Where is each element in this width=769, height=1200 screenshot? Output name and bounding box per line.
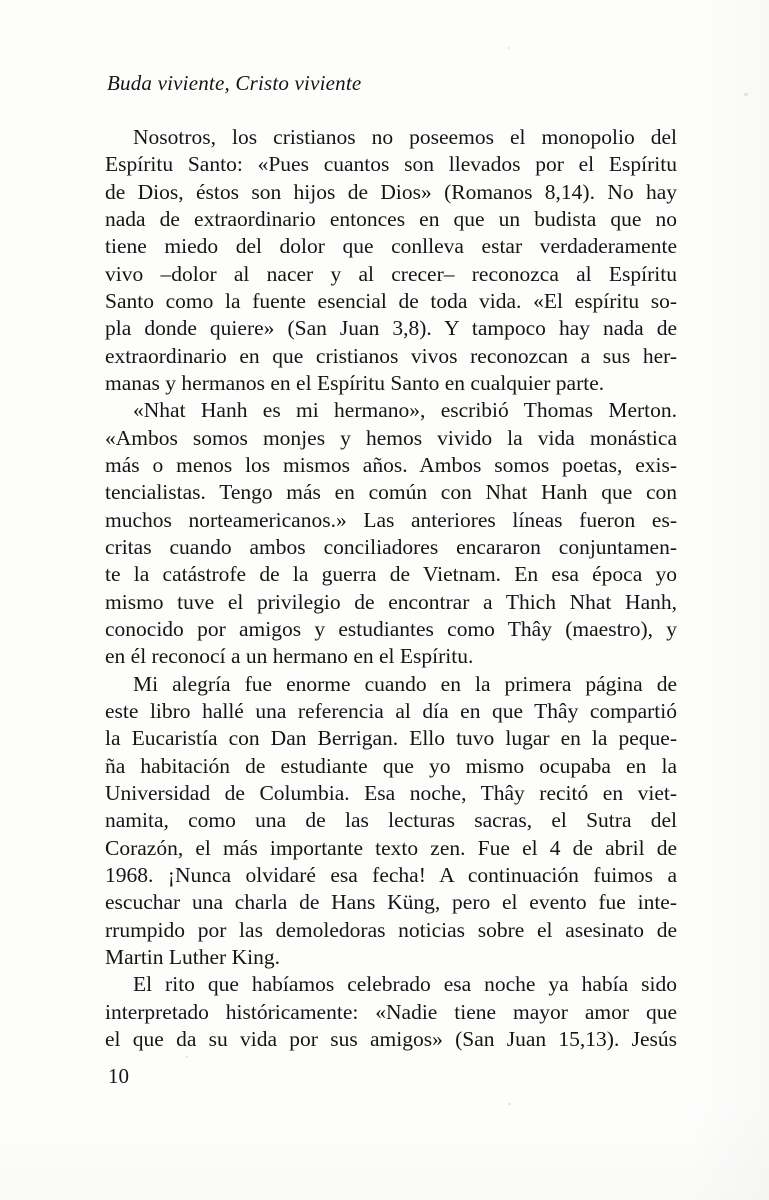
text-line: escuchar una charla de Hans Küng, pero el evento fue inte- bbox=[105, 890, 677, 915]
text-line: extraordinario en que cristianos vivos reconozcan a sus her- bbox=[105, 343, 677, 368]
text-line: interpretado históricamente: «Nadie tiene mayor amor que bbox=[105, 999, 677, 1024]
text-line: «Nhat Hanh es mi hermano», escribió Thomas Merton. bbox=[133, 398, 677, 423]
text-line: Martin Luther King. bbox=[105, 944, 280, 969]
text-line: «Ambos somos monjes y hemos vivido la vida monástica bbox=[105, 425, 677, 450]
text-line: vivo –dolor al nacer y al crecer– reconozca al Espíritu bbox=[105, 261, 677, 286]
text-line: namita, como una de las lecturas sacras, el Sutra del bbox=[105, 808, 677, 833]
text-line: mismo tuve el privilegio de encontrar a Thich Nhat Hanh, bbox=[105, 589, 677, 614]
text-line: nada de extraordinario entonces en que un budista que no bbox=[105, 206, 677, 231]
text-line: tencialistas. Tengo más en común con Nhat Hanh que con bbox=[105, 480, 677, 505]
text-line: Corazón, el más importante texto zen. Fue el 4 de abril de bbox=[105, 835, 677, 860]
paragraph bbox=[105, 124, 677, 397]
text-line: este libro hallé una referencia al día en que Thây compartió bbox=[105, 698, 677, 723]
scan-speck bbox=[744, 93, 748, 96]
paragraph bbox=[105, 671, 677, 972]
text-line: El rito que habíamos celebrado esa noche ya había sido bbox=[133, 972, 677, 997]
page-number: 10 bbox=[108, 1064, 129, 1088]
running-header: Buda viviente, Cristo viviente bbox=[107, 71, 362, 95]
text-line: Mi alegría fue enorme cuando en la primera página de bbox=[133, 671, 677, 696]
body-text bbox=[105, 124, 677, 1053]
text-line: Santo como la fuente esencial de toda vida. «El espíritu so- bbox=[105, 288, 677, 313]
text-line: critas cuando ambos conciliadores encararon conjuntamen- bbox=[105, 534, 677, 559]
text-line: en él reconocí a un hermano en el Espíritu. bbox=[105, 644, 474, 669]
paragraph bbox=[105, 971, 677, 1053]
text-line: tiene miedo del dolor que conlleva estar verdaderamente bbox=[105, 234, 677, 259]
text-line: Espíritu Santo: «Pues cuantos son llevados por el Espíritu bbox=[105, 152, 677, 177]
text-line: manas y hermanos en el Espíritu Santo en cualquier parte. bbox=[105, 370, 605, 395]
scan-speck bbox=[186, 1056, 188, 1058]
paragraph bbox=[105, 397, 677, 670]
scan-speck bbox=[508, 1103, 511, 1105]
text-line: más o menos los mismos años. Ambos somos poetas, exis- bbox=[105, 452, 677, 477]
scan-speck bbox=[508, 47, 510, 49]
text-line: 1968. ¡Nunca olvidaré esa fecha! A continuación fuimos a bbox=[105, 862, 677, 887]
text-line: la Eucaristía con Dan Berrigan. Ello tuvo lugar en la peque- bbox=[105, 726, 677, 751]
text-line: de Dios, éstos son hijos de Dios» (Romanos 8,14). No hay bbox=[105, 179, 677, 204]
text-line: muchos norteamericanos.» Las anteriores líneas fueron es- bbox=[105, 507, 677, 532]
text-line: ña habitación de estudiante que yo mismo ocupaba en la bbox=[105, 753, 677, 778]
text-line: Universidad de Columbia. Esa noche, Thây recitó en viet- bbox=[105, 780, 677, 805]
text-line: el que da su vida por sus amigos» (San Juan 15,13). Jesús bbox=[105, 1026, 677, 1051]
text-line: te la catástrofe de la guerra de Vietnam. En esa época yo bbox=[105, 562, 677, 587]
text-line: rrumpido por las demoledoras noticias sobre el asesinato de bbox=[105, 917, 677, 942]
text-line: conocido por amigos y estudiantes como Thây (maestro), y bbox=[105, 616, 677, 641]
text-line: pla donde quiere» (San Juan 3,8). Y tampoco hay nada de bbox=[105, 316, 677, 341]
text-line: Nosotros, los cristianos no poseemos el monopolio del bbox=[133, 125, 677, 149]
